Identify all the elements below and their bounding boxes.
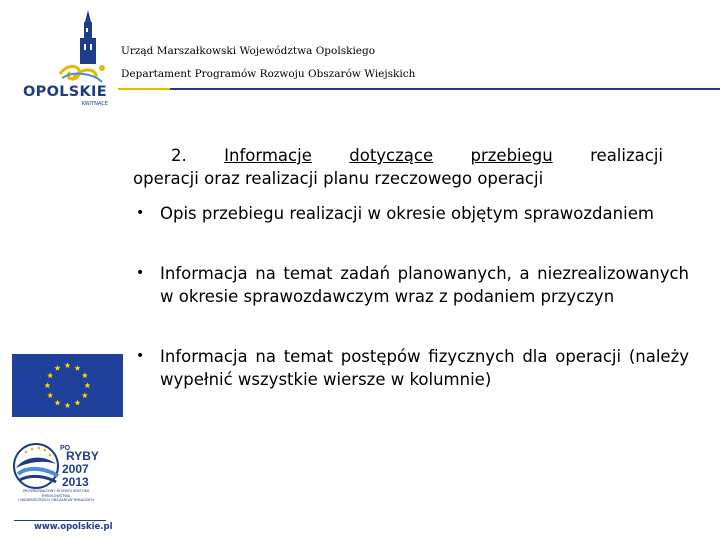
title-word-4: realizacji	[590, 146, 663, 165]
list-item	[134, 202, 663, 225]
list-item	[134, 345, 689, 391]
bullet-icon: •	[136, 205, 145, 221]
title-line-2: operacji oraz realizacji planu rzeczowego operacji	[133, 169, 544, 188]
bullet-list	[134, 202, 689, 389]
pr-logo-po: PO	[60, 445, 71, 452]
footer-divider	[14, 520, 106, 521]
eu-flag-icon	[12, 354, 123, 417]
header-divider-blue	[170, 88, 720, 90]
title-word-2: dotyczące	[349, 146, 434, 165]
title-line-1	[133, 144, 663, 167]
logo-subtitle: KWITNĄCE	[81, 101, 108, 107]
title-number: 2.	[171, 146, 187, 165]
bullet-text: Informacja na temat zadań planowanych, a niezrealizowanych w okresie sprawozdawczym wraz z podaniem przyczyn	[160, 264, 689, 306]
pr-logo-year-start: 2007	[62, 462, 89, 476]
bullet-text: Opis przebiegu realizacji w okresie objętym sprawozdaniem	[160, 204, 654, 223]
header-divider	[118, 88, 720, 90]
title-word-1: Informacje	[224, 146, 312, 165]
organization-name: Urząd Marszałkowski Województwa Opolskiego	[121, 45, 376, 57]
website-link[interactable]: www.opolskie.pl	[34, 522, 113, 532]
title-word-3: przebiegu	[470, 146, 553, 165]
header-divider-yellow	[118, 88, 170, 90]
bullet-text: Informacja na temat postępów fizycznych dla operacji (należy wypełnić wszystkie wiersze w kolumnie)	[160, 347, 689, 389]
logo-wordmark: OPOLSKIE	[23, 84, 107, 100]
list-item	[134, 262, 689, 308]
bullet-icon: •	[136, 348, 145, 364]
pr-logo-year-end: 2013	[62, 475, 89, 489]
page-title	[133, 144, 663, 190]
department-name: Departament Programów Rozwoju Obszarów Wiejskich	[121, 68, 416, 80]
pr-logo-tagline: ZRÓWNOWAŻONY ROZWÓJ SEKTORA RYBOŁÓWSTWA I NADBRZEŻNYCH OBSZARÓW RYBACKICH	[17, 489, 95, 502]
pr-logo-ryby: RYBY	[66, 449, 99, 463]
bullet-icon: •	[136, 265, 145, 281]
